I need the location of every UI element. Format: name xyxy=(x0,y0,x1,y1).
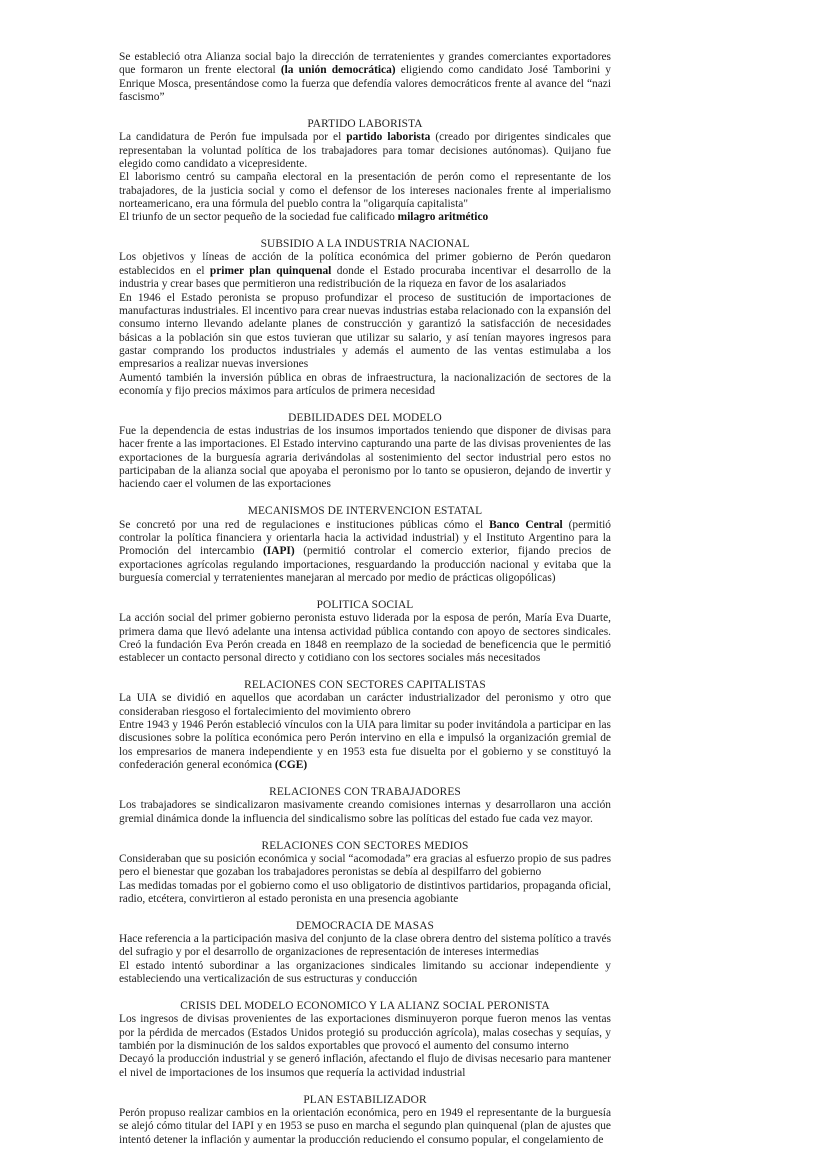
section-heading: DEMOCRACIA DE MASAS xyxy=(296,919,434,932)
bold-text-run: primer plan quinquenal xyxy=(209,264,332,277)
paragraph xyxy=(119,692,611,719)
text-run: Los ingresos de divisas provenientes de las exportaciones disminuyeron porque fueron menos las ventas por la pérdida de mercados (Estados Unidos protegió su producción agrícola), malas cosechas y sequías, y también por la disminución de los saldos exportables que provocó el aumento del consumo interno xyxy=(119,1013,611,1052)
text-run: En 1946 el Estado peronista se propuso profundizar el proceso de sustitución de importaciones de manufacturas industriales. El incentivo para crear nuevas industrias estaba relacionado con la expansión del consumo interno llevando adelante planes de construcción y garantizó la satisfacción de necesidades básicas a la población sin que estos tuvieran que utilizar su salario, y así tenían mayores ingresos para gastar comprando los productos industriales y además el aumento de las ventas estimulaba a los empresarios a realizar nuevas inversiones xyxy=(119,291,611,371)
bold-text-run: partido laborista xyxy=(346,131,431,144)
section-democracia-masas xyxy=(119,920,611,987)
section-debilidades-modelo xyxy=(119,412,611,492)
bold-text-run: (la unión democrática) xyxy=(280,64,396,77)
paragraph xyxy=(119,211,611,224)
section-heading: RELACIONES CON SECTORES CAPITALISTAS xyxy=(244,679,486,692)
paragraph xyxy=(119,612,611,665)
section-subsidio-industria xyxy=(119,238,611,398)
paragraph xyxy=(119,1013,611,1053)
paragraph xyxy=(119,719,611,772)
text-run: Aumentó también la inversión pública en obras de infraestructura, la nacionalización de sectores de la economía y fijo precios máximos para artículos de primera necesidad xyxy=(119,371,611,397)
section-relaciones-medios xyxy=(119,840,611,907)
section-heading: DEBILIDADES DEL MODELO xyxy=(288,411,442,424)
text-run: eligiendo como candidato José Tamborini y Enrique Mosca, presentándose como la fuerza que defendía valores democráticos frente al avance del “nazi fascismo” xyxy=(119,64,611,104)
text-run: donde el Estado procuraba incentivar el desarrollo de la industria y crear bases que permitieron una redistribución de la riqueza en favor de los asalariados xyxy=(119,264,611,291)
section-partido-laborista xyxy=(119,118,611,225)
section-relaciones-trabajadores xyxy=(119,786,611,826)
text-run: Fue la dependencia de estas industrias de los insumos importados teniendo que disponer de divisas para hacer frente a las importaciones. El Estado intervino capturando una parte de las divisas provenientes de las exportaciones de la burguesía agraria derivándolas al sostenimiento del sector industrial pero estos no participaban de la alianza social que apoyaba el peronismo por lo tanto se opusieron, dejando de invertir y haciendo caer el volumen de las exportaciones xyxy=(119,425,611,491)
text-run: Decayó la producción industrial y se generó inflación, afectando el flujo de divisas necesario para mantener el nivel de importaciones de los insumos que requería la actividad industrial xyxy=(119,1053,611,1079)
paragraph xyxy=(119,372,611,399)
text-run: El laborismo centró su campaña electoral en la presentación de perón como el representante de los trabajadores, de la justicia social y como el defensor de los intereses nacionales frente al imperialismo norteamericano, era una fórmula del pueblo contra la "oligarquía capitalista" xyxy=(119,171,611,210)
paragraph xyxy=(119,853,611,880)
text-run: (permitió controlar la política financiera y orientarla hacia la actividad industrial) y el Instituto Argentino para la Promoción del intercambio xyxy=(119,518,611,558)
paragraph xyxy=(119,251,611,291)
paragraph xyxy=(119,799,611,826)
section-heading: CRISIS DEL MODELO ECONOMICO Y LA ALIANZ SOCIAL PERONISTA xyxy=(180,999,550,1012)
text-run: El triunfo de un sector pequeño de la sociedad fue calificado xyxy=(119,211,398,224)
section-politica-social xyxy=(119,599,611,666)
intro-section xyxy=(119,51,611,104)
text-run: Se estableció otra Alianza social bajo la dirección de terratenientes y grandes comerciantes exportadores que formaron un frente electoral xyxy=(119,51,611,77)
text-run: Los trabajadores se sindicalizaron masivamente creando comisiones internas y desarrollaron una acción gremial dinámica donde la influencia del sindicalismo sobre las políticas del estado fue cada vez mayor. xyxy=(119,799,611,825)
section-heading: RELACIONES CON SECTORES MEDIOS xyxy=(261,839,469,852)
text-run: La candidatura de Perón fue impulsada por el xyxy=(119,131,347,144)
section-mecanismos-intervencion xyxy=(119,505,611,585)
text-run: Las medidas tomadas por el gobierno como el uso obligatorio de distintivos partidarios, propaganda oficial, radio, etcétera, convirtieron al estado peronista en una presencia agobiante xyxy=(119,879,611,905)
paragraph xyxy=(119,880,611,907)
paragraph xyxy=(119,960,611,987)
bold-text-run: milagro aritmético xyxy=(397,211,489,224)
text-run: Entre 1943 y 1946 Perón estableció vínculos con la UIA para limitar su poder invitándola a participar en las discusiones sobre la política económica pero Perón intervino en ella e impulsó la organización gremial de los empresarios de manera independiente y en 1953 esta fue disuelta por el gobierno y se constituyó la confederación general económica xyxy=(119,719,611,772)
bold-text-run: (IAPI) xyxy=(263,545,295,558)
paragraph xyxy=(119,1053,611,1080)
paragraph xyxy=(119,933,611,960)
section-heading: PLAN ESTABILIZADOR xyxy=(303,1093,427,1106)
text-run: Hace referencia a la participación masiva del conjunto de la clase obrera dentro del sistema político a través del sufragio y por el desarrollo de organizaciones de representación de intereses intermedias xyxy=(119,933,611,959)
text-run: La UIA se dividió en aquellos que acordaban un carácter industrializador del peronismo y otro que consideraban riesgoso el fortalecimiento del movimiento obrero xyxy=(119,692,611,718)
text-run: La acción social del primer gobierno peronista estuvo liderada por la esposa de perón, María Eva Duarte, primera dama que llevó adelante una intensa actividad pública contando con apoyo de sectores sindicales. Creó la fundación Eva Perón creada en 1848 en reemplazo de la sociedad de beneficencia que le permitió establecer un contacto personal directo y cotidiano con los sectores sociales más necesitados xyxy=(119,612,611,665)
paragraph xyxy=(119,171,611,211)
paragraph xyxy=(119,1107,611,1147)
section-plan-estabilizador xyxy=(119,1094,611,1147)
section-heading: POLITICA SOCIAL xyxy=(316,598,414,611)
text-run: Los objetivos y líneas de acción de la política económica del primer gobierno de Perón quedaron establecidos en el xyxy=(119,251,611,277)
text-run: (creado por dirigentes sindicales que representaban la voluntad política de los trabajadores para tomar decisiones autónomas). Quijano fue elegido como candidato a vicepresidente. xyxy=(119,131,611,170)
section-heading: RELACIONES CON TRABAJADORES xyxy=(269,786,461,798)
section-heading: PARTIDO LABORISTA xyxy=(307,117,423,130)
text-run: El estado intentó subordinar a las organizaciones sindicales limitando su accionar independiente y estableciendo una verticalización de sus estructuras y conducción xyxy=(119,959,611,986)
section-relaciones-capitalistas xyxy=(119,679,611,772)
paragraph xyxy=(119,519,611,586)
section-crisis-modelo xyxy=(119,1000,611,1080)
bold-text-run: (CGE) xyxy=(274,759,308,772)
paragraph xyxy=(119,425,611,492)
text-run: Consideraban que su posición económica y social “acomodada” era gracias al esfuerzo propio de sus padres pero el bienestar que gozaban los trabajadores peronistas se debía al despilfarro del gobierno xyxy=(119,852,611,879)
text-run: Perón propuso realizar cambios en la orientación económica, pero en 1949 el representante de la burguesía se alejó cómo titular del IAPI y en 1953 se puso en marcha el segundo plan quinquenal (plan de ajustes que intentó detener la inflación y aumentar la producción reduciendo el consumo popular, el congelamiento de xyxy=(119,1106,611,1146)
section-heading: SUBSIDIO A LA INDUSTRIA NACIONAL xyxy=(260,238,470,251)
section-heading: MECANISMOS DE INTERVENCION ESTATAL xyxy=(247,505,483,518)
paragraph xyxy=(119,292,611,372)
text-run: (permitió controlar el comercio exterior, fijando precios de exportaciones agrícolas regulando importaciones, resguardando la producción nacional y evitaba que la burguesía comercial y terratenientes manejaran al mercado por medio de prácticas oligopólicas) xyxy=(119,545,611,585)
paragraph xyxy=(119,51,611,104)
document-page xyxy=(119,51,611,1160)
bold-text-run: Banco Central xyxy=(489,518,563,531)
paragraph xyxy=(119,131,611,171)
text-run: Se concretó por una red de regulaciones e instituciones públicas cómo el xyxy=(119,518,490,531)
